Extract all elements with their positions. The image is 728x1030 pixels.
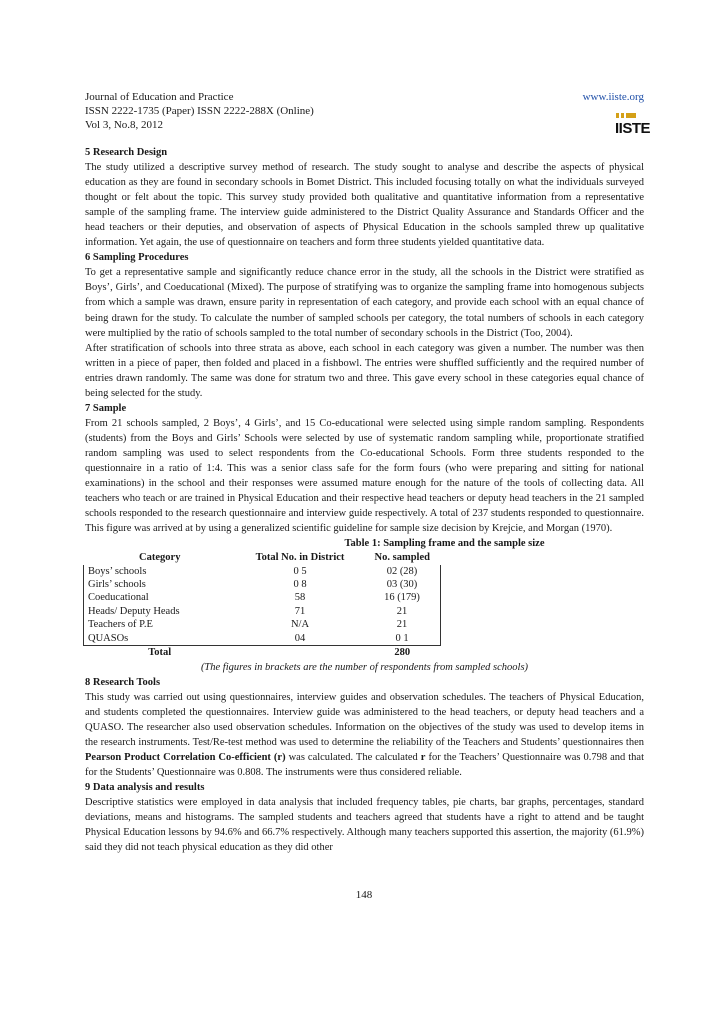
table-row <box>84 618 441 631</box>
section-8-heading: 8 Research Tools <box>85 676 161 688</box>
table-cell: 21 <box>364 605 441 618</box>
section-6-paragraph-2: After stratification of schools into three strata as above, each school in each category was given a number. The number was then written in a piece of paper, then folded and placed in a fishbowl. The entries were shuffled sufficiently and the required number of entries drawn randomly. The same was done for stratum two and three. This gave every school in these categories equal chance of being selected for the study. <box>85 342 644 399</box>
volume-line: Vol 3, No.8, 2012 <box>85 119 164 131</box>
table-cell: 0 1 <box>364 632 441 646</box>
section-8-r-symbol: r <box>420 751 426 763</box>
table-cell <box>236 646 364 660</box>
section-8-text-c: for the Teachers’ Questionnaire was 0.798 and that for the Students’ Questionnaire was 0.808. The instruments were thus considered reliable. <box>85 751 645 778</box>
table-header-total: Total No. in District <box>255 552 345 564</box>
section-8-bold-term: Pearson Product Correlation Co-efficient (r) <box>85 751 286 763</box>
section-6-heading: 6 Sampling Procedures <box>85 252 189 264</box>
section-5-heading: 5 Research Design <box>85 147 168 158</box>
section-8-text-a: This study was carried out using questionnaires, interview guides and observation schedules. The teachers of Physical Education, and students completed the questionnaires. Interview guide was administered to the head teachers, or deputy head teachers and a QUASO. The researcher also used observation schedules. Information on the objectives of the study was used to develop items in the research instruments. Test/Re-test method was used to determine the reliability of the Teachers and Students’ questionnaires then <box>85 691 644 748</box>
table-total-value: 280 <box>364 646 441 660</box>
table-cell: N/A <box>290 619 310 631</box>
table-cell: 02 (28) <box>364 565 441 578</box>
table-row <box>84 578 441 591</box>
issn-line: ISSN 2222-1735 (Paper) ISSN 2222-288X (Online) <box>85 105 314 117</box>
table-header-row <box>84 551 441 564</box>
table-header-category: Category <box>139 552 181 564</box>
table-row <box>84 565 441 578</box>
table-cell: Coeducational <box>84 591 237 604</box>
article-body <box>85 145 644 855</box>
table-cell: 03 (30) <box>364 578 441 591</box>
table-row <box>84 632 441 646</box>
page-content <box>85 90 644 855</box>
header-row <box>85 90 644 104</box>
section-9-paragraph: Descriptive statistics were employed in data analysis that included frequency tables, pie charts, bar graphs, percentages, standard deviations, means and histograms. The sampled students and teachers agreed that students have a right to attend and be taught Physical Education lessons by 94.6% and 66.7% respectively. Although many teachers supported this assertion, the majority (61.9%) said they did not teach physical education as they did other <box>85 796 644 854</box>
table-total-row <box>84 646 441 660</box>
table-cell: 0 8 <box>293 579 307 591</box>
table-note: (The figures in brackets are the number of respondents from sampled schools) <box>200 661 529 673</box>
section-9-heading: 9 Data analysis and results <box>85 781 205 793</box>
table-row <box>84 591 441 604</box>
table-cell: Girls’ schools <box>84 578 237 591</box>
table-cell: 04 <box>294 632 306 644</box>
section-6-paragraph-1: To get a representative sample and significantly reduce chance error in the study, all the schools in the District were stratified as Boys’, Girls’, and Coeducational (Mixed). The purpose of stratifying was to organize the sampling frame into homogenous subjects from which a sample was drawn, ensure parity in representation of each category, and provide each school with an equal chance of being drawn for the study. To calculate the number of sampled schools per category, the total numbers of schools in each category were multiplied by the ratio of schools sampled to the total number of secondary schools in the District (Too, 2004). <box>85 267 644 339</box>
table-cell: Teachers of P.E <box>84 618 237 631</box>
table-cell: 71 <box>294 605 306 617</box>
table-cell: 16 (179) <box>364 591 441 604</box>
table-cell: Heads/ Deputy Heads <box>84 605 237 618</box>
journal-title: Journal of Education and Practice <box>85 91 234 103</box>
sampling-table <box>83 551 441 659</box>
table-total-label: Total <box>84 646 237 660</box>
page-number: 148 <box>355 889 373 901</box>
table-cell: 21 <box>364 618 441 631</box>
section-8-text-b: was calculated. The calculated <box>285 751 421 763</box>
table-row <box>84 605 441 618</box>
table-cell: 0 5 <box>293 565 307 577</box>
section-5-paragraph: The study utilized a descriptive survey method of research. The study sought to analyse and describe the aspects of physical education as they are found in secondary schools in Bomet District. This included focusing totally on what the individuals surveyed thought or felt about the topic. This survey study provided both qualitative and quantitative information from a representative sample of the sampling frame. The interview guide administered to the District Quality Assurance and Standards Officer and the head teachers or their deputies, and observation of aspects of Physical Education in the schools sampled threw up qualitative information. Yet again, the use of questionnaire on teachers and form three students yielded quantitative data. <box>85 162 644 249</box>
website-link[interactable]: www.iiste.org <box>582 91 644 103</box>
section-7-paragraph: From 21 schools sampled, 2 Boys’, 4 Girls’, and 15 Co-educational were selected using simple random sampling. Respondents (students) from the Boys and Girls’ Schools were selected by use of systematic random sampling while, proportionate stratified random sampling was used to select respondents from the Co-educational Schools. Form three students responded to the questionnaire in a ratio of 1:4. This was a senior class safe for the form fours (who were preparing and sitting for national examinations) in the school and their responses were assumed mature enough for the nature of the tools of collecting data. All teachers who teach or are trained in Physical Education and their respective head teachers or deputy head teachers in the 21 sampled schools responded to the research questionnaire and interview guide respectively. A total of 237 students responded to questionnaire. This figure was arrived at by using a generalized scientific guideline for sample size decision by Krejcie, and Morgan (1970). <box>85 417 644 535</box>
table-cell: Boys’ schools <box>84 565 237 578</box>
section-7-heading: 7 Sample <box>85 402 127 414</box>
table-header-sampled: No. sampled <box>374 552 430 564</box>
section-8-paragraph <box>85 690 644 780</box>
table-cell: 58 <box>294 592 306 604</box>
logo-text: IISTE <box>615 120 651 137</box>
table-caption: Table 1: Sampling frame and the sample size <box>344 538 545 550</box>
table-cell: QUASOs <box>84 632 237 646</box>
